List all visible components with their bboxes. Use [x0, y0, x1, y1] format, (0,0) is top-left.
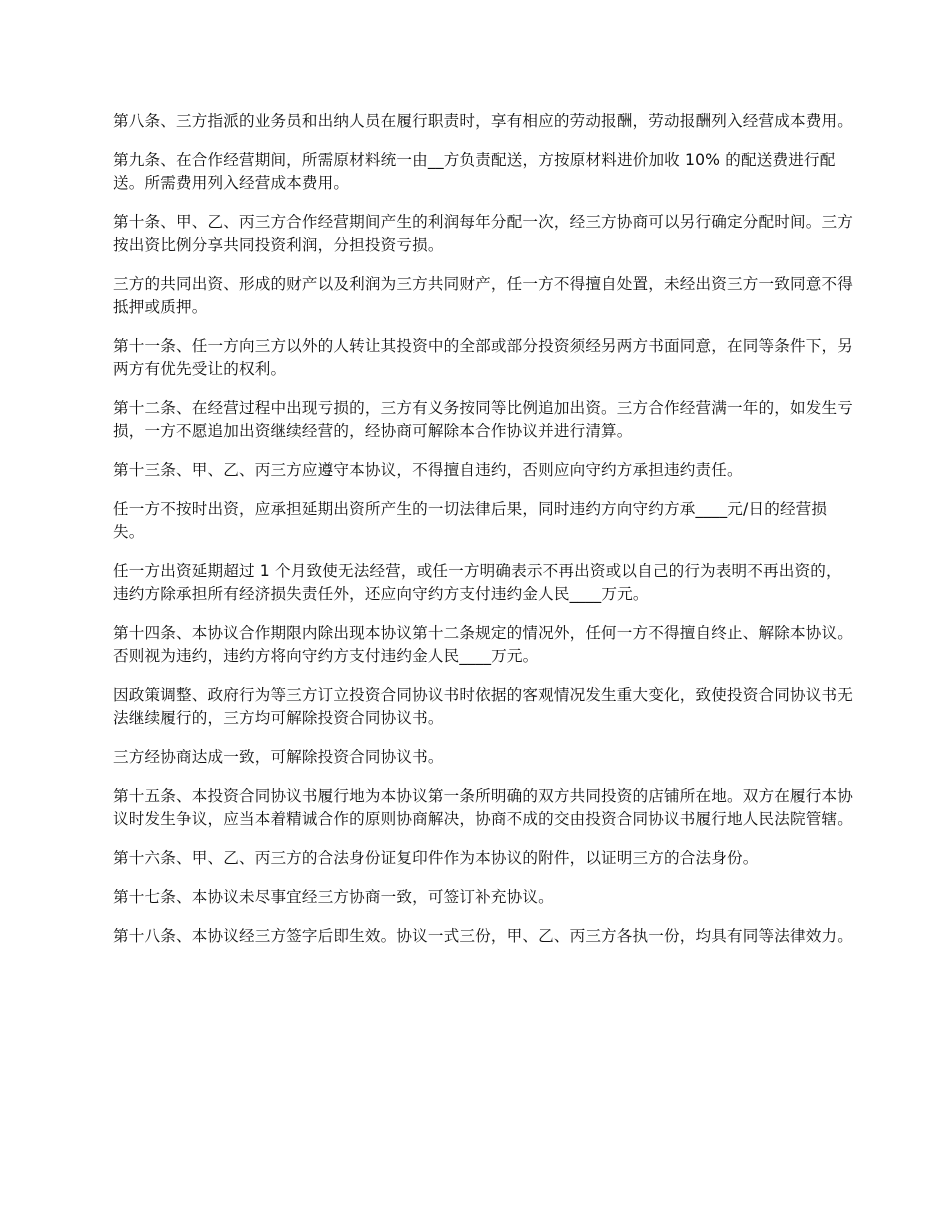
clause-14: 第十四条、本协议合作期限内除出现本协议第十二条规定的情况外，任何一方不得擅自终止、解除本协议。否则视为违约，违约方将向守约方支付违约金人民____万元。 [113, 624, 853, 665]
clause-10-property: 三方的共同出资、形成的财产以及利润为三方共同财产，任一方不得擅自处置，未经出资三方一致同意不得抵押或质押。 [113, 275, 853, 316]
clause-11: 第十一条、任一方向三方以外的人转让其投资中的全部或部分投资须经另两方书面同意，在同等条件下，另两方有优先受让的权利。 [113, 337, 853, 378]
clause-13: 第十三条、甲、乙、丙三方应遵守本协议，不得擅自违约，否则应向守约方承担违约责任。 [113, 461, 743, 479]
clause-13-default: 任一方出资延期超过 1 个月致使无法经营，或任一方明确表示不再出资或以自己的行为表明不再出资的，违约方除承担所有经济损失责任外，还应向守约方支付违约金人民____万元。 [113, 562, 842, 603]
clause-18: 第十八条、本协议经三方签字后即生效。协议一式三份，甲、乙、丙三方各执一份，均具有同等法律效力。 [113, 927, 853, 945]
clause-13-late-payment: 任一方不按时出资，应承担延期出资所产生的一切法律后果，同时违约方向守约方承____元/日的经营损失。 [113, 500, 828, 541]
clause-17: 第十七条、本协议未尽事宜经三方协商一致，可签订补充协议。 [113, 888, 554, 906]
clause-14-policy-change: 因政策调整、政府行为等三方订立投资合同协议书时依据的客观情况发生重大变化，致使投资合同协议书无法继续履行的，三方均可解除投资合同协议书。 [113, 686, 853, 727]
document-body [113, 110, 855, 964]
clause-10: 第十条、甲、乙、丙三方合作经营期间产生的利润每年分配一次，经三方协商可以另行确定分配时间。三方按出资比例分享共同投资利润，分担投资亏损。 [113, 213, 853, 254]
clause-8: 第八条、三方指派的业务员和出纳人员在履行职责时，享有相应的劳动报酬，劳动报酬列入经营成本费用。 [113, 112, 853, 130]
clause-15: 第十五条、本投资合同协议书履行地为本协议第一条所明确的双方共同投资的店铺所在地。双方在履行本协议时发生争议，应当本着精诚合作的原则协商解决，协商不成的交由投资合同协议书履行地人民法院管辖。 [113, 787, 853, 828]
clause-16: 第十六条、甲、乙、丙三方的合法身份证复印件作为本协议的附件，以证明三方的合法身份。 [113, 849, 759, 867]
clause-12: 第十二条、在经营过程中出现亏损的，三方有义务按同等比例追加出资。三方合作经营满一年的，如发生亏损，一方不愿追加出资继续经营的，经协商可解除本合作协议并进行清算。 [113, 399, 853, 440]
clause-14-mutual-termination: 三方经协商达成一致，可解除投资合同协议书。 [113, 748, 444, 766]
clause-9: 第九条、在合作经营期间，所需原材料统一由__方负责配送，方按原材料进价加收 10% 的配送费进行配送。所需费用列入经营成本费用。 [113, 151, 836, 192]
